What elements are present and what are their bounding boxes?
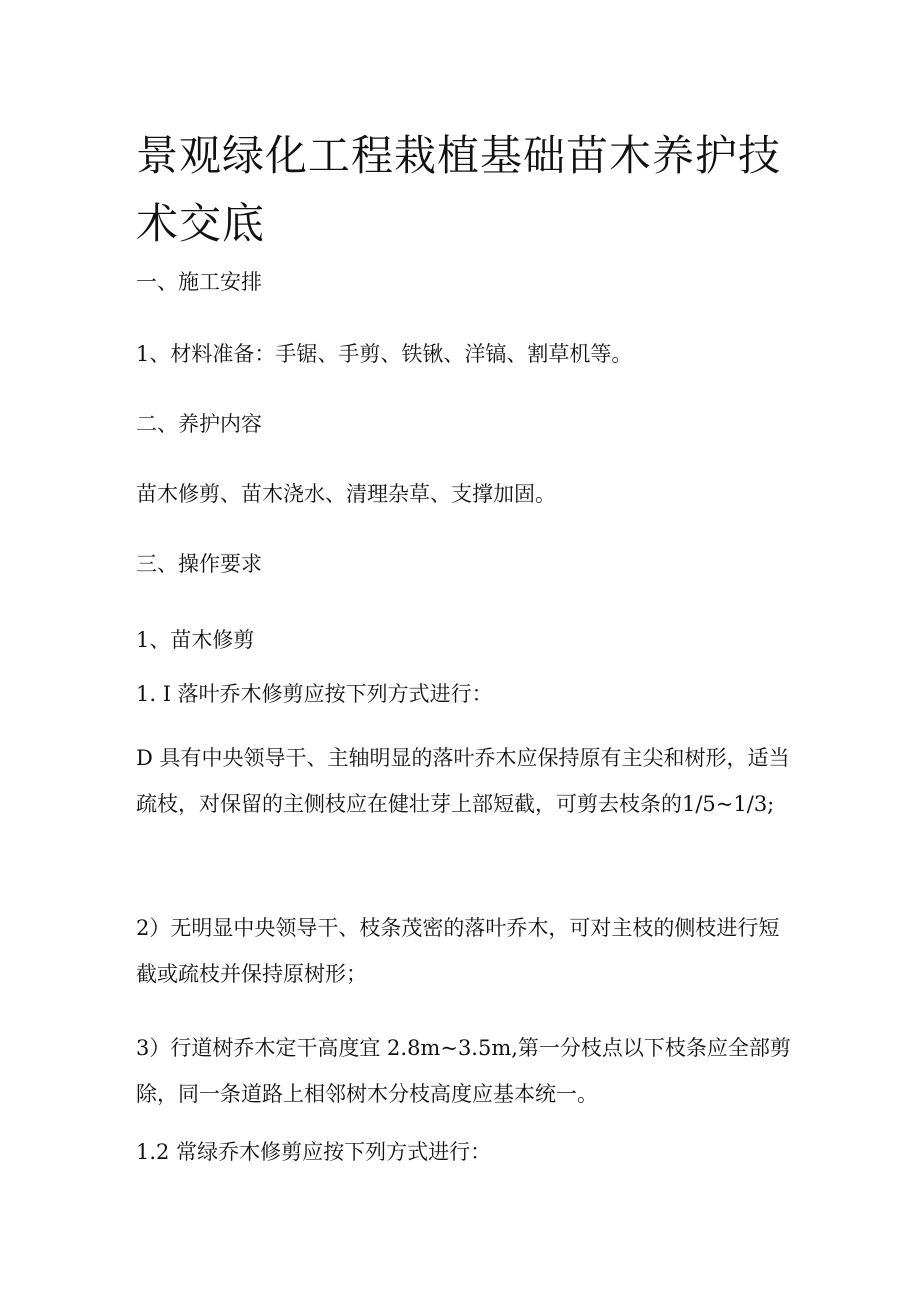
section-heading-requirements: 三、操作要求 (136, 552, 262, 576)
subheading-deciduous-pruning: 1. I 落叶乔木修剪应按下列方式进行： (136, 682, 493, 706)
paragraph-item-1: D 具有中央领导干、主轴明显的落叶乔木应保持原有主尖和树形，适当疏枝，对保留的主侧枝应在健壮芽上部短截，可剪去枝条的1/5~1/3; (136, 746, 790, 816)
paragraph-item-3: 3）行道树乔木定干高度宜 2.8m~3.5m,第一分枝点以下枝条应全部剪除，同一条道路上相邻树木分枝高度应基本统一。 (136, 1036, 791, 1106)
maintenance-content: 苗木修剪、苗木浇水、清理杂草、支撑加固。 (136, 482, 556, 506)
document-title: 景观绿化工程栽植基础苗木养护技术交底 (136, 131, 782, 248)
subheading-evergreen-pruning: 1.2 常绿乔木修剪应按下列方式进行： (136, 1140, 492, 1164)
section-heading-arrangement: 一、施工安排 (136, 270, 262, 294)
subheading-pruning: 1、苗木修剪 (136, 628, 255, 652)
paragraph-item-2: 2）无明显中央领导干、枝条茂密的落叶乔木，可对主枝的侧枝进行短截或疏枝并保持原树形； (136, 916, 780, 986)
materials-item: 1、材料准备：手锯、手剪、铁锹、洋镐、割草机等。 (136, 342, 633, 366)
section-heading-maintenance: 二、养护内容 (136, 412, 262, 436)
